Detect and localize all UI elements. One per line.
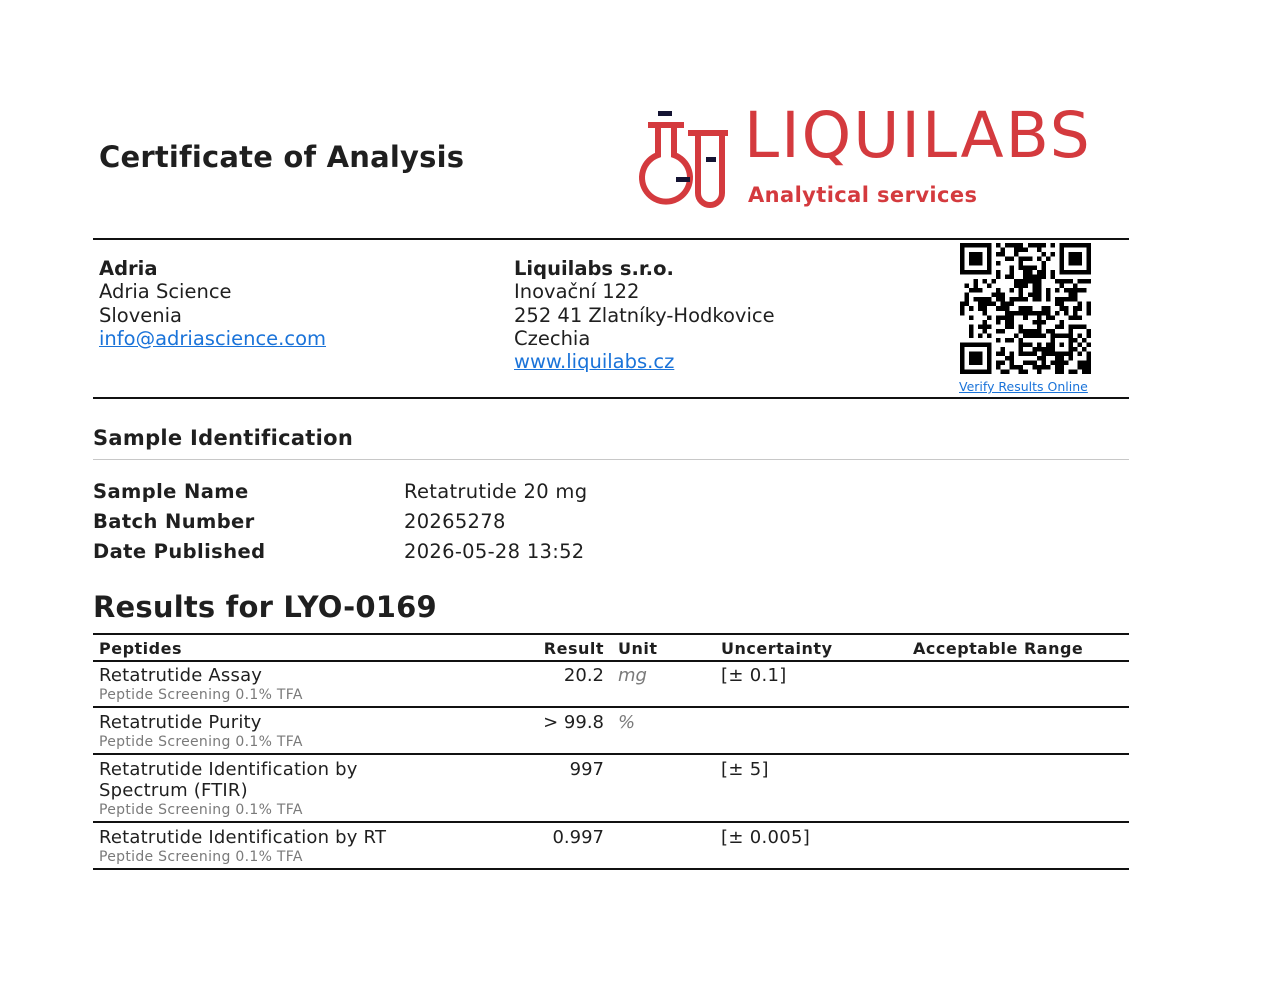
- client-company: Adria Science: [99, 280, 232, 304]
- row-divider: [93, 706, 1129, 708]
- logo-tagline: Analytical services: [748, 183, 978, 207]
- date-published-value: 2026-05-28 13:52: [404, 540, 585, 563]
- row-peptide-name: Retatrutide Identification by: [99, 759, 358, 780]
- client-name: Adria: [99, 257, 158, 280]
- row-result: 997: [569, 759, 604, 780]
- date-published-label: Date Published: [93, 540, 266, 563]
- lab-city: 252 41 Zlatníky-Hodkovice: [514, 303, 775, 327]
- section-title: Sample Identification: [93, 426, 354, 450]
- column-header-range: Acceptable Range: [913, 639, 1084, 658]
- row-result: 0.997: [552, 827, 604, 848]
- row-uncertainty: [± 5]: [721, 759, 769, 780]
- row-uncertainty: [± 0.1]: [721, 665, 787, 686]
- column-header-unit: Unit: [618, 639, 658, 658]
- document-title: Certificate of Analysis: [99, 140, 465, 174]
- row-peptide-name: Retatrutide Identification by RT: [99, 827, 387, 848]
- divider: [93, 459, 1129, 460]
- verify-results-link[interactable]: Verify Results Online: [959, 379, 1088, 394]
- column-header-peptides: Peptides: [99, 639, 182, 658]
- lab-street: Inovační 122: [514, 280, 640, 304]
- table-header-rule: [93, 660, 1129, 662]
- row-unit: mg: [618, 665, 647, 686]
- row-method: Peptide Screening 0.1% TFA: [99, 687, 303, 703]
- sample-name-label: Sample Name: [93, 480, 249, 503]
- divider: [93, 238, 1129, 240]
- row-method: Peptide Screening 0.1% TFA: [99, 849, 303, 865]
- batch-number-value: 20265278: [404, 510, 506, 533]
- qr-code[interactable]: [960, 243, 1091, 374]
- lab-name: Liquilabs s.r.o.: [514, 257, 674, 280]
- row-uncertainty: [± 0.005]: [721, 827, 811, 848]
- client-country: Slovenia: [99, 303, 182, 327]
- liquilabs-logo: [636, 99, 1136, 215]
- results-title: Results for LYO-0169: [93, 590, 437, 624]
- table-top-rule: [93, 633, 1129, 635]
- row-unit: %: [618, 712, 636, 733]
- row-peptide-name: Retatrutide Assay: [99, 665, 263, 686]
- flask-tube-icon: [636, 105, 736, 215]
- row-divider: [93, 753, 1129, 755]
- client-address: [99, 257, 326, 350]
- row-result: > 99.8: [543, 712, 604, 733]
- row-divider: [93, 821, 1129, 823]
- sample-name-value: Retatrutide 20 mg: [404, 480, 588, 503]
- row-peptide-name: Retatrutide Purity: [99, 712, 262, 733]
- row-method: Peptide Screening 0.1% TFA: [99, 802, 303, 818]
- row-peptide-name-continued: Spectrum (FTIR): [99, 780, 248, 801]
- column-header-result: Result: [543, 639, 604, 658]
- lab-address: [514, 257, 775, 373]
- lab-country: Czechia: [514, 326, 591, 350]
- table-bottom-rule: [93, 868, 1129, 870]
- lab-website-link[interactable]: www.liquilabs.cz: [514, 350, 675, 374]
- batch-number-label: Batch Number: [93, 510, 255, 533]
- logo-wordmark: LIQUILABS: [744, 99, 1092, 172]
- column-header-uncertainty: Uncertainty: [721, 639, 833, 658]
- row-method: Peptide Screening 0.1% TFA: [99, 734, 303, 750]
- client-email-link[interactable]: info@adriascience.com: [99, 326, 327, 350]
- divider: [93, 397, 1129, 399]
- row-result: 20.2: [563, 665, 604, 686]
